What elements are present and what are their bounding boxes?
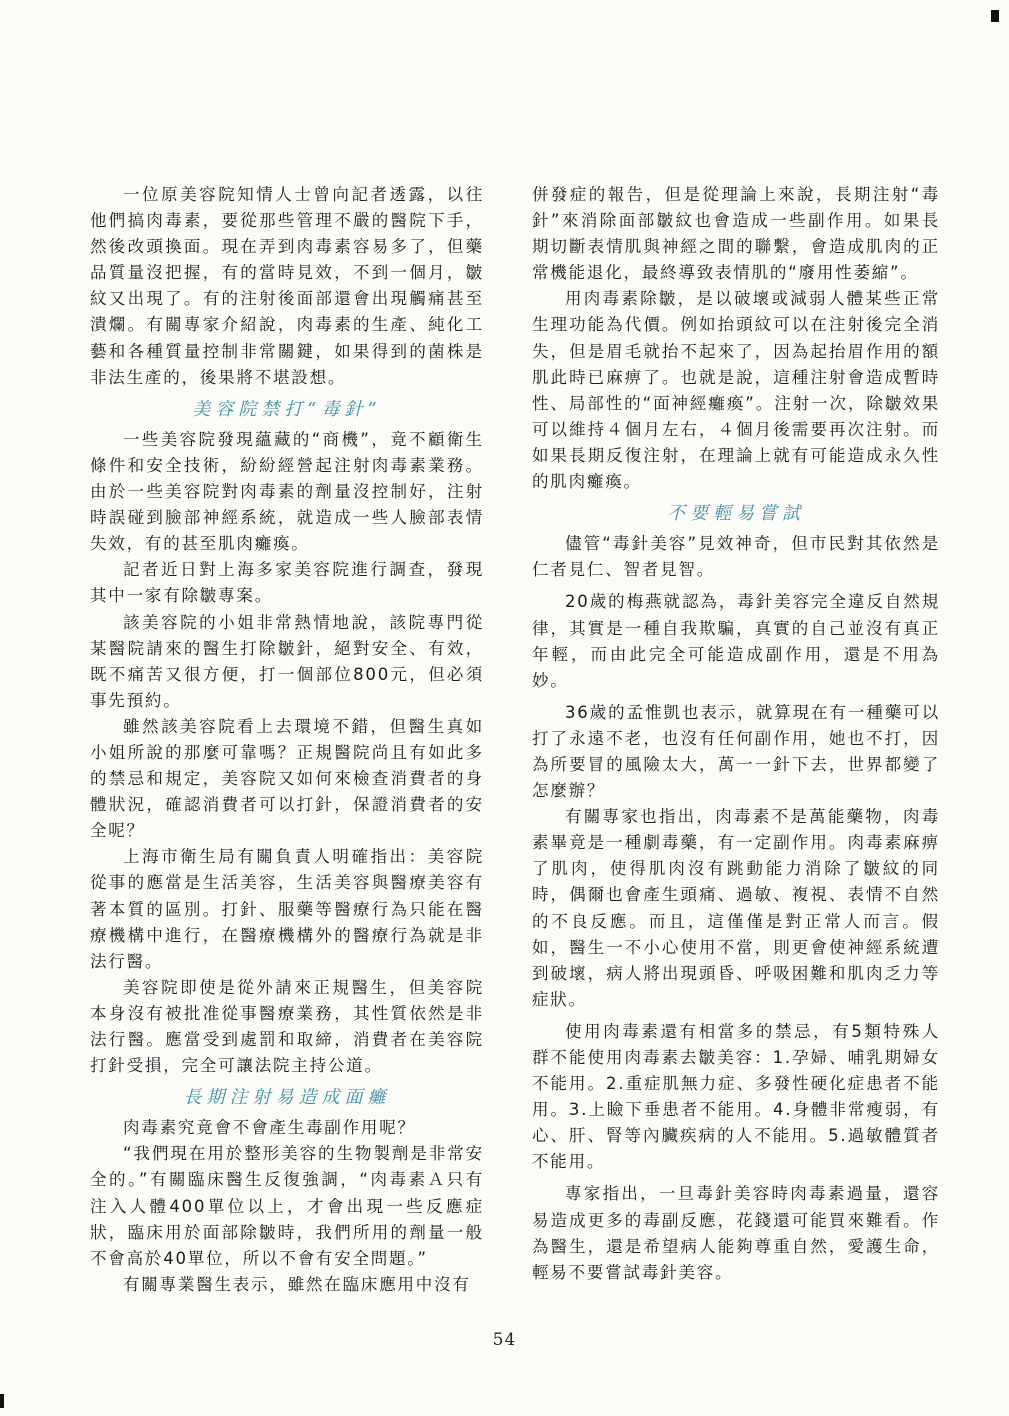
paragraph: 肉毒素究竟會不會產生毒副作用呢？ [123,1118,416,1138]
paragraph-continued: 併發症的報告，但是從理論上來說，長期注射“毒針”來消除面部皺紋也會造成一些副作用。如果長期切斷表情肌與神經之間的聯繫，會造成肌肉的正常機能退化，最終導致表情肌的“廢用性萎縮”。 [532,185,940,283]
paragraph: 一位原美容院知情人士曾向記者透露，以往他們搞肉毒素，要從那些管理不嚴的醫院下手，然後改頭換面。現在弄到肉毒素容易多了，但藥品質量沒把握，有的當時見效，不到一個月，皺紋又出現了。有的注射後面部還會出現觸痛甚至潰爛。有關專家介紹說，肉毒素的生產、純化工藝和各種質量控制非常關鍵，如果得到的菌株是非法生產的，後果將不堪設想。 [90,185,484,387]
paragraph: 用肉毒素除皺，是以破壞或減弱人體某些正常生理功能為代價。例如抬頭紋可以在注射後完全消失，但是眉毛就抬不起來了，因為起抬眉作用的額肌此時已麻痹了。也就是說，這種注射會造成暫時性、局部性的“面神經癱瘓”。注射一次，除皺效果可以維持４個月左右，４個月後需要再次注射。而如果長期反復注射，在理論上就有可能造成永久性的肌肉癱瘓。 [532,289,940,492]
scan-corner-mark-bottom [0,1394,4,1408]
paragraph: 使用肉毒素還有相當多的禁忌，有5類特殊人群不能使用肉毒素去皺美容：1.孕婦、哺乳期婦女不能用。2.重症肌無力症、多發性硬化症患者不能用。3.上瞼下垂患者不能用。4.身體非常瘦弱，有心、肝、腎等內臟疾病的人不能用。5.過敏體質者不能用。 [532,1021,940,1172]
paragraph: 美容院即使是從外請來正規醫生，但美容院本身沒有被批准從事醫療業務，其性質依然是非法行醫。應當受到處罰和取締，消費者在美容院打針受損，完全可讓法院主持公道。 [90,977,484,1076]
scan-corner-mark [991,10,999,22]
section-heading-do-not-try: 不要輕易嘗試 [667,503,805,525]
paragraph: 一些美容院發現蘊藏的“商機”，竟不顧衛生條件和安全技術，紛紛經營起注射肉毒素業務。由於一些美容院對肉毒素的劑量沒控制好，注射時誤碰到臉部神經系統，就造成一些人臉部表情失效，有的甚至肌肉癱瘓。 [90,429,484,554]
paragraph: 該美容院的小姐非常熱情地說，該院專門從某醫院請來的醫生打除皺針，絕對安全、有效，既不痛苦又很方便，打一個部位800元，但必須事先預約。 [90,612,484,710]
left-column [90,182,484,1298]
paragraph: 記者近日對上海多家美容院進行調查，發現其中一家有除皺專案。 [90,560,484,606]
paragraph: 雖然該美容院看上去環境不錯，但醫生真如小姐所說的那麼可靠嗎？正規醫院尚且有如此多的禁忌和規定，美容院又如何來檢查消費者的身體狀況，確認消費者可以打針，保證消費者的安全呢？ [90,716,484,841]
paragraph: 儘管“毒針美容”見效神奇，但市民對其依然是仁者見仁、智者見智。 [532,534,940,580]
paragraph: 36歲的孟惟凱也表示，就算現在有一種藥可以打了永遠不老，也沒有任何副作用，她也不打，因為所要冒的風險太大，萬一一針下去，世界都變了怎麼辦？ [532,702,940,801]
section-heading-beauty-salon-ban: 美容院禁打“毒針” [192,398,382,420]
paragraph: 20歲的梅燕就認為，毒針美容完全違反自然規律，其實是一種自我欺騙，真實的自己並沒有真正年輕，而由此完全可能造成副作用，還是不用為妙。 [532,592,940,690]
paragraph: 專家指出，一旦毒針美容時肉毒素過量，還容易造成更多的毒副反應，花錢還可能買來難看。作為醫生，還是希望病人能夠尊重自然，愛護生命，輕易不要嘗試毒針美容。 [532,1184,940,1282]
paragraph: “我們現在用於整形美容的生物製劑是非常安全的。”有關臨床醫生反復強調，“肉毒素Ａ只有注入人體400單位以上，才會出現一些反應症狀，臨床用於面部除皺時，我們所用的劑量一般不會高於40單位，所以不會有安全問題。” [90,1144,484,1268]
paragraph: 上海市衛生局有關負責人明確指出：美容院從事的應當是生活美容，生活美容與醫療美容有著本質的區別。打針、服藥等醫療行為只能在醫療機構中進行，在醫療機構外的醫療行為就是非法行醫。 [90,847,484,971]
right-column [532,182,940,1286]
paragraph: 有關專家也指出，肉毒素不是萬能藥物，肉毒素畢竟是一種劇毒藥，有一定副作用。肉毒素麻痹了肌肉，使得肌肉沒有跳動能力消除了皺紋的同時，偶爾也會產生頭痛、過敏、複視、表情不自然的不良反應。而且，這僅僅是對正常人而言。假如，醫生一不小心使用不當，則更會使神經系統遭到破壞，病人將出現頭昏、呼吸困難和肌肉乏力等症狀。 [532,807,940,1009]
paragraph: 有關專業醫生表示，雖然在臨床應用中沒有 [123,1274,471,1294]
section-heading-long-term-injection: 長期注射易造成面癱 [183,1087,391,1109]
page-number: 54 [492,1330,517,1350]
